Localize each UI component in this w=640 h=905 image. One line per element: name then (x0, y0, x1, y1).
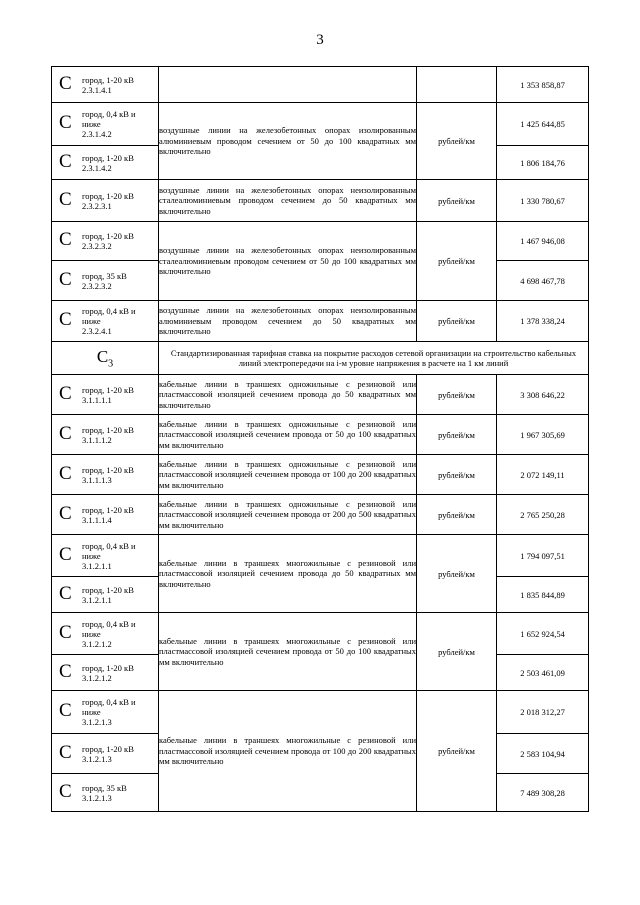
row-label: город, 1-20 кВ 3.1.2.1.3 (82, 743, 134, 764)
table-row (52, 375, 589, 415)
row-label: город, 0,4 кВ и ниже 2.3.2.4.1 (82, 306, 136, 336)
code-symbol: C (59, 582, 72, 604)
row-label: город, 1-20 кВ 3.1.1.1.1 (82, 384, 134, 405)
value-cell: 1 425 644,85 (497, 103, 589, 146)
value-cell: 1 806 184,76 (497, 146, 589, 180)
description-cell: воздушные линии на железобетонных опорах неизолированным сталеалюминиевым проводом сечением до 50 квадратных мм включительно (159, 180, 417, 222)
unit-cell: рублей/км (417, 103, 497, 180)
value-cell: 1 967 305,69 (497, 415, 589, 455)
code-cell (52, 415, 159, 455)
code-cell (52, 375, 159, 415)
code-symbol: C (59, 502, 72, 524)
section-header: Стандартизированная тарифная ставка на покрытие расходов сетевой организации на строительство кабельных линий электропередачи на i-м уровне напряжения в расчете на 1 км линий (159, 342, 589, 375)
code-cell (52, 301, 159, 342)
unit-cell: рублей/км (417, 415, 497, 455)
table-row (52, 222, 589, 261)
section-header-row (52, 342, 589, 375)
code-symbol: C (59, 621, 72, 643)
code-symbol: C (59, 462, 72, 484)
unit-cell: рублей/км (417, 455, 497, 495)
description-cell: кабельные линии в траншеях многожильные с резиновой или пластмассовой изоляцией сечением провода от 50 до 100 квадратных мм включительно (159, 613, 417, 691)
row-label: город, 1-20 кВ 3.1.1.1.3 (82, 464, 134, 485)
description-cell (159, 67, 417, 103)
value-cell: 1 835 844,89 (497, 577, 589, 613)
table-row (52, 455, 589, 495)
description-cell: кабельные линии в траншеях одножильные с резиновой или пластмассовой изоляцией сечением провода до 50 квадратных мм включительно (159, 375, 417, 415)
section-symbol: C (96, 346, 109, 366)
value-cell: 3 308 646,22 (497, 375, 589, 415)
value-cell: 1 378 338,24 (497, 301, 589, 342)
table-row (52, 67, 589, 103)
code-symbol: C (59, 422, 72, 444)
table-row (52, 535, 589, 577)
code-symbol: C (59, 150, 72, 172)
code-cell (52, 180, 159, 222)
code-cell (52, 67, 159, 103)
description-cell: воздушные линии на железобетонных опорах неизолированным алюминиевым проводом сечением до 50 квадратных мм включительно (159, 301, 417, 342)
page-number: 3 (316, 32, 324, 48)
unit-cell: рублей/км (417, 535, 497, 613)
code-symbol: C (59, 228, 72, 250)
tariff-table (51, 66, 589, 812)
value-cell: 7 489 308,28 (497, 774, 589, 812)
code-cell (52, 691, 159, 734)
description-cell: кабельные линии в траншеях одножильные с резиновой или пластмассовой изоляцией сечением провода от 50 до 100 квадратных мм включительно (159, 415, 417, 455)
description-cell: кабельные линии в траншеях многожильные с резиновой или пластмассовой изоляцией сечением провода до 50 квадратных мм включительно (159, 535, 417, 613)
unit-cell: рублей/км (417, 222, 497, 301)
code-symbol: C (59, 308, 72, 330)
table-row (52, 415, 589, 455)
unit-cell: рублей/км (417, 301, 497, 342)
value-cell: 1 652 924,54 (497, 613, 589, 655)
unit-cell: рублей/км (417, 180, 497, 222)
code-cell (52, 734, 159, 774)
code-symbol: C (59, 780, 72, 802)
description-cell: кабельные линии в траншеях многожильные с резиновой или пластмассовой изоляцией сечением провода от 100 до 200 квадратных мм включительно (159, 691, 417, 812)
code-cell (52, 261, 159, 301)
section-symbol-subscript: 3 (108, 358, 114, 370)
row-label: город, 1-20 кВ 2.3.1.4.2 (82, 152, 134, 173)
row-label: город, 1-20 кВ 2.3.1.4.1 (82, 74, 134, 95)
code-cell (52, 577, 159, 613)
code-symbol: C (59, 699, 72, 721)
unit-cell: рублей/км (417, 613, 497, 691)
row-label: город, 0,4 кВ и ниже 2.3.1.4.2 (82, 109, 136, 139)
code-cell (52, 495, 159, 535)
value-cell: 1 794 097,51 (497, 535, 589, 577)
unit-cell: рублей/км (417, 495, 497, 535)
value-cell: 2 583 104,94 (497, 734, 589, 774)
row-label: город, 1-20 кВ 3.1.1.1.4 (82, 504, 134, 525)
value-cell: 2 072 149,11 (497, 455, 589, 495)
value-cell: 2 503 461,09 (497, 655, 589, 691)
value-cell: 2 018 312,27 (497, 691, 589, 734)
unit-cell: рублей/км (417, 375, 497, 415)
unit-cell: рублей/км (417, 691, 497, 812)
table-row (52, 301, 589, 342)
row-label: город, 35 кВ 2.3.2.3.2 (82, 270, 127, 291)
code-symbol: C (59, 382, 72, 404)
table-row (52, 180, 589, 222)
description-cell: кабельные линии в траншеях одножильные с резиновой или пластмассовой изоляцией сечением провода от 100 до 200 квадратных мм включительно (159, 455, 417, 495)
row-label: город, 1-20 кВ 2.3.2.3.1 (82, 190, 134, 211)
code-cell (52, 613, 159, 655)
table-row (52, 103, 589, 146)
value-cell: 1 467 946,08 (497, 222, 589, 261)
code-symbol: C (59, 188, 72, 210)
row-label: город, 0,4 кВ и ниже 3.1.2.1.1 (82, 540, 136, 571)
code-symbol: C (59, 111, 72, 133)
table-row (52, 691, 589, 734)
row-label: город, 0,4 кВ и ниже 3.1.2.1.2 (82, 618, 136, 649)
table-row (52, 495, 589, 535)
description-cell: воздушные линии на железобетонных опорах неизолированным сталеалюминиевым проводом сечением от 50 до 100 квадратных мм включительно (159, 222, 417, 301)
value-cell: 1 353 858,87 (497, 67, 589, 103)
row-label: город, 35 кВ 3.1.2.1.3 (82, 782, 127, 803)
code-symbol: C (59, 741, 72, 763)
code-symbol: C (59, 660, 72, 682)
code-cell (52, 535, 159, 577)
code-cell (52, 222, 159, 261)
value-cell: 2 765 250,28 (497, 495, 589, 535)
row-label: город, 1-20 кВ 2.3.2.3.2 (82, 231, 134, 251)
description-cell: кабельные линии в траншеях одножильные с резиновой или пластмассовой изоляцией сечением провода от 200 до 500 квадратных мм включительно (159, 495, 417, 535)
code-cell (52, 103, 159, 146)
table-row (52, 613, 589, 655)
code-cell (52, 774, 159, 812)
description-cell: воздушные линии на железобетонных опорах изолированным алюминиевым проводом сечением от 50 до 100 квадратных мм включительно (159, 103, 417, 180)
code-symbol: C (59, 268, 72, 290)
code-cell (52, 655, 159, 691)
row-label: город, 1-20 кВ 3.1.1.1.2 (82, 424, 134, 445)
row-label: город, 1-20 кВ 3.1.2.1.2 (82, 662, 134, 683)
value-cell: 4 698 467,78 (497, 261, 589, 301)
code-cell (52, 455, 159, 495)
unit-cell (417, 67, 497, 103)
row-label: город, 0,4 кВ и ниже 3.1.2.1.3 (82, 697, 136, 727)
row-label: город, 1-20 кВ 3.1.2.1.1 (82, 584, 134, 605)
code-symbol: C (59, 72, 72, 94)
section-symbol-cell (52, 342, 159, 375)
code-cell (52, 146, 159, 180)
value-cell: 1 330 780,67 (497, 180, 589, 222)
code-symbol: C (59, 543, 72, 565)
